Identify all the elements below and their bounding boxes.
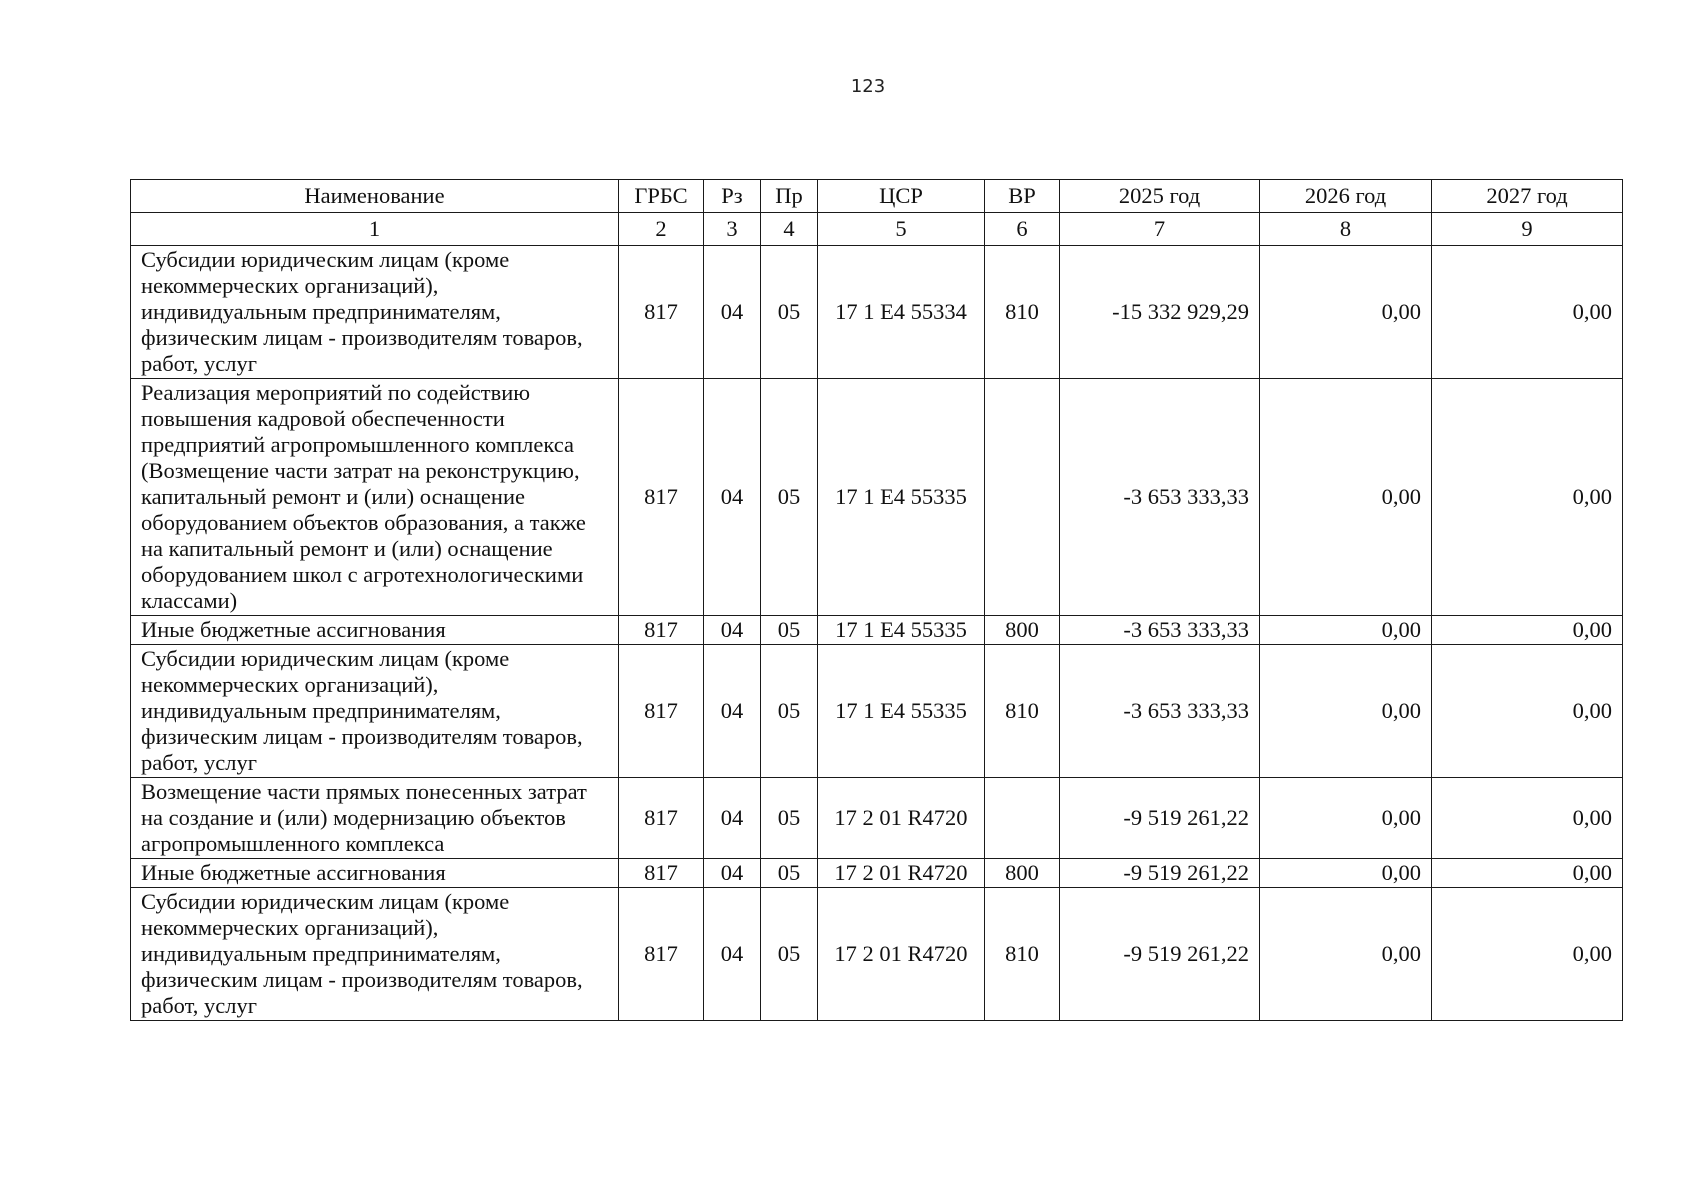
- row-amount-2026: 0,00: [1260, 645, 1432, 778]
- table-row: [131, 379, 1623, 616]
- row-name: Субсидии юридическим лицам (кроме некоммерческих организаций), индивидуальным предпринимателям, физическим лицам - производителям товаров, работ, услуг: [131, 888, 619, 1021]
- column-number: 3: [704, 213, 761, 246]
- row-rz: 04: [704, 379, 761, 616]
- row-name: Субсидии юридическим лицам (кроме некоммерческих организаций), индивидуальным предпринимателям, физическим лицам - производителям товаров, работ, услуг: [131, 246, 619, 379]
- table-row: [131, 246, 1623, 379]
- column-number-row: [131, 213, 1623, 246]
- row-grbs: 817: [619, 888, 704, 1021]
- table-row: [131, 616, 1623, 645]
- row-csr: 17 2 01 R4720: [818, 888, 985, 1021]
- row-csr: 17 2 01 R4720: [818, 778, 985, 859]
- column-number: 8: [1260, 213, 1432, 246]
- row-name: Субсидии юридическим лицам (кроме некоммерческих организаций), индивидуальным предпринимателям, физическим лицам - производителям товаров, работ, услуг: [131, 645, 619, 778]
- row-amount-2027: 0,00: [1432, 859, 1623, 888]
- row-amount-2026: 0,00: [1260, 888, 1432, 1021]
- column-number: 1: [131, 213, 619, 246]
- row-rz: 04: [704, 616, 761, 645]
- row-pr: 05: [761, 859, 818, 888]
- row-name: Иные бюджетные ассигнования: [131, 616, 619, 645]
- row-amount-2027: 0,00: [1432, 616, 1623, 645]
- header-rz: Рз: [704, 180, 761, 213]
- row-amount-2026: 0,00: [1260, 859, 1432, 888]
- row-csr: 17 1 E4 55334: [818, 246, 985, 379]
- row-pr: 05: [761, 616, 818, 645]
- row-rz: 04: [704, 859, 761, 888]
- column-number: 2: [619, 213, 704, 246]
- row-vr: 810: [985, 246, 1060, 379]
- row-vr: 810: [985, 645, 1060, 778]
- row-amount-2027: 0,00: [1432, 246, 1623, 379]
- row-amount-2026: 0,00: [1260, 778, 1432, 859]
- row-amount-2025: -3 653 333,33: [1060, 616, 1260, 645]
- header-2027: 2027 год: [1432, 180, 1623, 213]
- row-vr: 810: [985, 888, 1060, 1021]
- row-pr: 05: [761, 246, 818, 379]
- row-vr: 800: [985, 859, 1060, 888]
- row-amount-2025: -3 653 333,33: [1060, 645, 1260, 778]
- column-number: 4: [761, 213, 818, 246]
- row-name: Возмещение части прямых понесенных затрат на создание и (или) модернизацию объектов агропромышленного комплекса: [131, 778, 619, 859]
- header-2026: 2026 год: [1260, 180, 1432, 213]
- row-rz: 04: [704, 246, 761, 379]
- row-amount-2025: -15 332 929,29: [1060, 246, 1260, 379]
- budget-table: [130, 179, 1623, 1021]
- row-rz: 04: [704, 888, 761, 1021]
- row-amount-2027: 0,00: [1432, 778, 1623, 859]
- table-row: [131, 859, 1623, 888]
- row-amount-2026: 0,00: [1260, 379, 1432, 616]
- row-csr: 17 1 E4 55335: [818, 645, 985, 778]
- row-vr: 800: [985, 616, 1060, 645]
- column-number: 9: [1432, 213, 1623, 246]
- row-pr: 05: [761, 645, 818, 778]
- row-amount-2027: 0,00: [1432, 645, 1623, 778]
- row-grbs: 817: [619, 859, 704, 888]
- row-pr: 05: [761, 888, 818, 1021]
- table-header-row: [131, 180, 1623, 213]
- row-grbs: 817: [619, 379, 704, 616]
- row-rz: 04: [704, 778, 761, 859]
- table-row: [131, 888, 1623, 1021]
- header-name: Наименование: [131, 180, 619, 213]
- row-csr: 17 2 01 R4720: [818, 859, 985, 888]
- header-grbs: ГРБС: [619, 180, 704, 213]
- header-2025: 2025 год: [1060, 180, 1260, 213]
- page-number: 123: [850, 76, 886, 97]
- row-grbs: 817: [619, 616, 704, 645]
- header-csr: ЦСР: [818, 180, 985, 213]
- row-grbs: 817: [619, 246, 704, 379]
- row-amount-2025: -3 653 333,33: [1060, 379, 1260, 616]
- row-vr: [985, 778, 1060, 859]
- row-amount-2026: 0,00: [1260, 246, 1432, 379]
- row-grbs: 817: [619, 778, 704, 859]
- row-vr: [985, 379, 1060, 616]
- row-csr: 17 1 E4 55335: [818, 616, 985, 645]
- row-name: Иные бюджетные ассигнования: [131, 859, 619, 888]
- row-amount-2027: 0,00: [1432, 888, 1623, 1021]
- column-number: 6: [985, 213, 1060, 246]
- row-pr: 05: [761, 778, 818, 859]
- row-amount-2027: 0,00: [1432, 379, 1623, 616]
- row-grbs: 817: [619, 645, 704, 778]
- table-row: [131, 645, 1623, 778]
- header-pr: Пр: [761, 180, 818, 213]
- row-pr: 05: [761, 379, 818, 616]
- row-rz: 04: [704, 645, 761, 778]
- row-amount-2026: 0,00: [1260, 616, 1432, 645]
- table-row: [131, 778, 1623, 859]
- row-name: Реализация мероприятий по содействию повышения кадровой обеспеченности предприятий агропромышленного комплекса (Возмещение части затрат на реконструкцию, капитальный ремонт и (или) оснащение оборудованием объектов образования, а также на капитальный ремонт и (или) оснащение оборудованием школ с агротехнологическими классами): [131, 379, 619, 616]
- row-amount-2025: -9 519 261,22: [1060, 859, 1260, 888]
- row-csr: 17 1 E4 55335: [818, 379, 985, 616]
- row-amount-2025: -9 519 261,22: [1060, 778, 1260, 859]
- header-vr: ВР: [985, 180, 1060, 213]
- row-amount-2025: -9 519 261,22: [1060, 888, 1260, 1021]
- column-number: 5: [818, 213, 985, 246]
- column-number: 7: [1060, 213, 1260, 246]
